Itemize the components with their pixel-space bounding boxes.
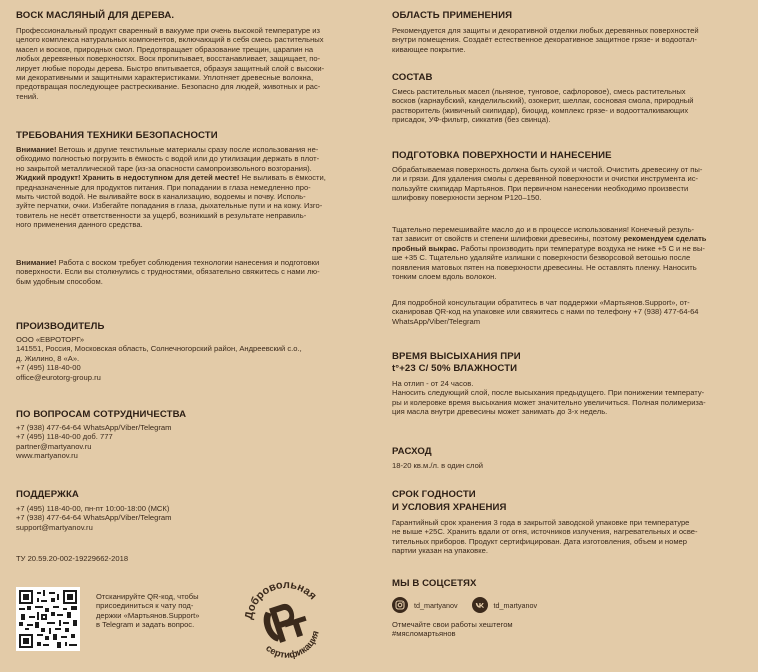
hashtag[interactable]: #мясломартьянов: [392, 629, 456, 639]
text-line: Смесь растительных масел (льняное, тунговое, сафлоровое), смесь растительных: [392, 87, 686, 96]
text-line: Внимание! Работа с воском требует соблюдения технологии нанесения и подготовки: [16, 258, 320, 267]
text-line: бым удобным способом.: [16, 276, 103, 286]
text-line: в Telegram и задать вопрос.: [96, 620, 195, 630]
text-line: WhatsApp/Viber/Telegram: [392, 316, 481, 326]
social-title: МЫ В СОЦСЕТЯХ: [392, 578, 477, 589]
application-instructions: [392, 225, 706, 281]
cooperation-info: [16, 423, 171, 461]
text-line: но закрытой металлической таре (из-за опасности самопроизвольного возгорания).: [16, 163, 312, 173]
text-line: присадок, УФ-фильтр, сиккатив (без свинца).: [392, 115, 551, 125]
text-line: лирует любые породы дерева. Быстро впитывается, образуя защитный слой с высоки-: [16, 63, 325, 73]
text-line: На отлип - от 24 часов.: [392, 379, 474, 388]
product-title: ВОСК МАСЛЯНЫЙ ДЛЯ ДЕРЕВА.: [16, 10, 175, 21]
text-line: целого комплекса натуральных компонентов, включающий в себя смесь растительных: [16, 35, 324, 45]
text-line: ция масла внутри древесины может занимать до 3-х недель.: [392, 407, 608, 417]
text-line: Отсканируйте QR-код, чтобы: [96, 592, 199, 601]
text-line: Отмечайте свои работы хештегом: [392, 620, 513, 629]
safety-text: [16, 145, 326, 230]
certification-seal: [240, 576, 332, 668]
consumption-title: РАСХОД: [392, 446, 432, 457]
text-line: ООО «ЕВРОТОРГ»: [16, 335, 85, 344]
text-line: поверхности. Если вы столкнулись с трудностями, обязательно свяжитесь с нами лю-: [16, 267, 320, 277]
manufacturer-title: ПРОИЗВОДИТЕЛЬ: [16, 321, 105, 332]
text-line: предназначенные для продуктов питания. При попадании в глаза немедленно про-: [16, 182, 311, 192]
text-line: обходимо полностью погрузить в ёмкость с водой или до утилизации держать в плот-: [16, 154, 320, 164]
text-line: 141551, Россия, Московская область, Солнечногорский район, Андреевский с.о.,: [16, 344, 302, 354]
text-line: мыть чистой водой. Не выливайте воск в канализацию, водоемы и почву. Исполь-: [16, 192, 306, 202]
text-line: тат зависит от свойств и степени шлифовки древесины, поэтому рекомендуем сделать: [392, 234, 707, 244]
drying-text: [392, 379, 706, 417]
hashtag-text: [392, 620, 513, 639]
rst-logo-icon: [260, 599, 311, 646]
vk-handle: td_martyanov: [493, 600, 538, 610]
text-line: масел и восков, природных смол. Предотвращает образование трещин, царапин на: [16, 44, 314, 54]
product-description: [16, 26, 324, 101]
text-line: +7 (495) 118-40-00 доб. 777: [16, 432, 113, 442]
seal-top-text: Добровольная: [242, 578, 319, 621]
website-link[interactable]: www.martyanov.ru: [16, 451, 78, 461]
text-line: Обрабатываемая поверхность должна быть сухой и чистой. Очистить древесину от пы-: [392, 165, 703, 174]
text-line: ли и грязи. Для удаления смолы с деревянной поверхности и очистки инструмента ис-: [392, 174, 699, 184]
instagram-handle: td_martyanov: [414, 600, 458, 610]
shelf-life-text: [392, 518, 698, 556]
text-line: растворитель (живичный скипидар), биоцид, комплекс грязе- и водоотталкивающих: [392, 105, 689, 115]
composition-text: [392, 87, 693, 125]
text-line: д. Жилино, 8 «А».: [16, 353, 80, 363]
text-line: ми декоративными и защитными характеристиками. Уплотняет древесные волокна,: [16, 73, 314, 83]
consultation-text: [392, 298, 699, 326]
qr-instructions: [96, 592, 221, 630]
safety-title: ТРЕБОВАНИЯ ТЕХНИКИ БЕЗОПАСНОСТИ: [16, 130, 218, 141]
text-line: +7 (938) 477-64-64 WhatsApp/Viber/Telegram: [16, 423, 172, 432]
text-line: внутри помещения. Создаёт естественное декоративное защитное грязе- и водоотал-: [392, 35, 697, 45]
qr-code-icon: [19, 590, 77, 648]
drying-subtitle: t°+23 С/ 50% ВЛАЖНОСТИ: [392, 363, 518, 374]
text-line: ше +35 С. Тщательно удаляйте излишки с поверхности безворсовой ветошью после: [392, 253, 691, 263]
text-line: товитель не несёт ответственности за ущерб, возникший в результате неправиль-: [16, 210, 307, 220]
vk-icon: [472, 597, 488, 613]
technology-note: [16, 258, 320, 286]
storage-title: И УСЛОВИЯ ХРАНЕНИЯ: [392, 502, 507, 513]
application-title: ОБЛАСТЬ ПРИМЕНЕНИЯ: [392, 10, 513, 21]
social-links: [392, 597, 537, 613]
text-line: любых деревянных поверхностях. Воск пропитывает, восстанавливает, защищает, по-: [16, 54, 321, 64]
preparation-text: [392, 165, 702, 203]
text-line: держки «Мартьянов.Support»: [96, 610, 200, 620]
support-info: [16, 504, 171, 532]
text-line: присоединиться к чату под-: [96, 601, 194, 611]
text-line: ного применения данного средства.: [16, 220, 143, 230]
text-line: Для подробной консультации обратитесь в чат поддержки «Мартьянов.Support», от-: [392, 298, 690, 307]
cooperation-title: ПО ВОПРОСАМ СОТРУДНИЧЕСТВА: [16, 409, 187, 420]
text-line: Внимание! Ветошь и другие текстильные материалы сразу после использования не-: [16, 145, 319, 154]
text-line: +7 (938) 477-64-64 WhatsApp/Viber/Telegram: [16, 513, 172, 523]
text-line: тительных приборов. Продукт сертифицирован. Дата изготовления, объем и номер: [392, 536, 688, 546]
text-line: Наносить следующий слой, после высыхания предыдущего. При понижении температу-: [392, 388, 705, 398]
text-line: кивающее покрытие.: [392, 44, 466, 54]
text-line: +7 (495) 118-40-00, пн-пт 10:00-18:00 (МСК): [16, 504, 170, 513]
support-title: ПОДДЕРЖКА: [16, 489, 79, 500]
text-line: Жидкий продукт! Хранить в недоступном для детей месте! Не выливать в ёмкости,: [16, 173, 326, 183]
seal-bottom-text: сертификация: [263, 629, 322, 661]
instagram-icon: [392, 597, 408, 613]
text-line: шлифовку поверхности зерном Р120–150.: [392, 193, 542, 203]
text-line: тений.: [16, 91, 39, 101]
text-line: Тщательно перемешивайте масло до и в процессе использования! Конечный резуль-: [392, 225, 695, 234]
text-line: восков (карнаубский, канделильский), озокерит, шеллак, сосновая смола, природный: [392, 96, 694, 106]
text-line: пользуйте скипидар Мартьянов. При первичном нанесении необходимо произвести: [392, 183, 689, 193]
shelf-life-title: СРОК ГОДНОСТИ: [392, 489, 476, 500]
qr-code[interactable]: [16, 587, 80, 651]
manufacturer-info: [16, 335, 302, 382]
preparation-title: ПОДГОТОВКА ПОВЕРХНОСТИ И НАНЕСЕНИЕ: [392, 150, 612, 161]
text-line: сканировав QR-код на упаковке или свяжитесь с нами по телефону +7 (938) 477-64-64: [392, 307, 699, 317]
text-line: партии указан на упаковке.: [392, 546, 488, 556]
text-line: зуйте перчатки, очки. Избегайте попадания в глаза, дыхательные пути и на кожу. Изго-: [16, 201, 323, 211]
text-line: появления матовых пятен на поверхности древесины. Не оставлять пленку. Наносить: [392, 262, 697, 272]
text-line: Профессиональный продукт сваренный в вакууме при очень высокой температуре из: [16, 26, 321, 35]
consumption-text: 18-20 кв.м./л. в один слой: [392, 461, 484, 470]
application-text: [392, 26, 699, 54]
instagram-link[interactable]: [392, 597, 458, 613]
email-link[interactable]: office@eurotorg-group.ru: [16, 372, 101, 382]
email-link[interactable]: support@martyanov.ru: [16, 522, 93, 532]
drying-title: ВРЕМЯ ВЫСЫХАНИЯ ПРИ: [392, 351, 521, 362]
vk-link[interactable]: [472, 597, 538, 613]
text-line: тонким слоем вдоль волокон.: [392, 272, 497, 282]
tu-code: ТУ 20.59.20-002-19229662-2018: [16, 554, 129, 563]
text-line: предотвращая последующее растрескивание. Безопасно для людей, животных и рас-: [16, 82, 321, 92]
text-line: пробный выкрас. Работы производить при температуре воздуха не ниже +5 С и не вы-: [392, 243, 705, 253]
text-line: ры и колеровке время высыхания может значительно увеличиться. Полная полимериза-: [392, 397, 706, 407]
text-line: +7 (495) 118-40-00: [16, 363, 81, 373]
composition-title: СОСТАВ: [392, 72, 433, 83]
text-line: Рекомендуется для защиты и декоративной отделки любых деревянных поверхностей: [392, 26, 699, 35]
email-link[interactable]: partner@martyanov.ru: [16, 441, 92, 451]
text-line: Гарантийный срок хранения 3 года в закрытой заводской упаковке при температуре: [392, 518, 690, 527]
text-line: не выше +25С. Хранить вдали от огня, источников излучения, нагревательных и осве-: [392, 527, 698, 537]
